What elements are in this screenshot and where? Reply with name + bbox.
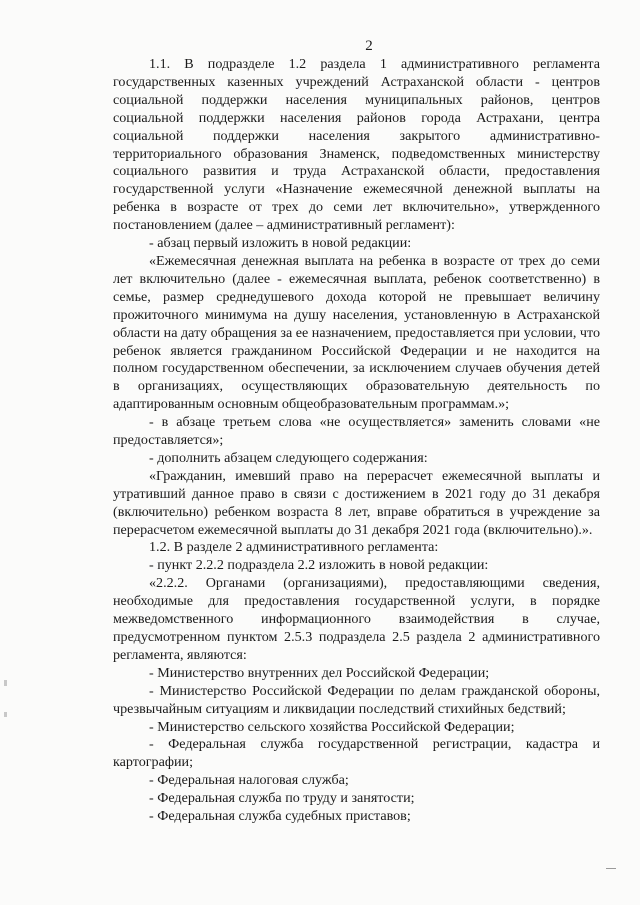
scan-margin-mark [4,712,7,717]
list-item-mchs: - Министерство Российской Федерации по делам гражданской обороны, чрезвычайным ситуациям и ликвидации последствий стихийных бедствий; [113,682,600,717]
paragraph-third-paragraph-instruction: - в абзаце третьем слова «не осуществляется» заменить словами «не предоставляется»; [113,414,600,449]
scan-margin-mark [4,680,7,686]
page-number: 2 [365,38,373,54]
paragraph-new-text-quote: «Ежемесячная денежная выплата на ребенка в возрасте от трех до семи лет включительно (далее - ежемесячная выплата, ребенок соответственно) в семье, размер среднедушевого дохода которой не превышает величину прожиточного минимума на душу населения, установленную в Астраханской области на дату обращения за ее назначением, предоставляется при условии, что ребенок является гражданином Российской Федерации и не находится на полном государственном обеспечении, за исключением случаев обучения детей в организациях, осуществляющих образовательную деятельность по адаптированным основным общеобразовательным программам.»; [113,252,600,413]
paragraph-first-paragraph-instruction: - абзац первый изложить в новой редакции: [149,235,412,252]
scan-corner-mark [606,868,616,869]
list-item-tax-service: - Федеральная налоговая служба; [149,772,349,789]
paragraph-point-2-2-2-instruction: - пункт 2.2.2 подраздела 2.2 изложить в новой редакции: [149,557,489,574]
document-body [113,56,600,826]
paragraph-recalculation-quote: «Гражданин, имевший право на перерасчет ежемесячной выплаты и утративший данное право в связи с достижением в 2021 году до 31 декабря (включительно) ребенком возраста 8 лет, вправе обратиться в учреждение за перерасчетом ежемесячной выплаты до 31 декабря 2021 года (включительно).». [113,467,600,538]
list-item-labor-service: - Федеральная служба по труду и занятости; [149,790,415,807]
list-item-mvd: - Министерство внутренних дел Российской Федерации; [149,664,490,681]
paragraph-2-2-2-quote: «2.2.2. Органами (организациями), предоставляющими сведения, необходимые для предоставления государственной услуги, в порядке межведомственного информационного взаимодействия в случае, предусмотренном пунктом 2.5.3 подраздела 2.5 раздела 2 административного регламента, являются: [113,575,600,663]
paragraph-1-1: 1.1. В подразделе 1.2 раздела 1 административного регламента государственных казенных учреждений Астраханской области - центров социальной поддержки населения муниципальных районов, центров социальной поддержки населения районов города Астрахани, центра социальной поддержки населения закрытого административно-территориального образования Знаменск, подведомственных министерству социального развития и труда Астраханской области, предоставления государственной услуги «Назначение ежемесячной денежной выплаты на ребенка в возрасте от трех до семи лет включительно», утвержденного постановлением (далее – административный регламент): [113,56,600,234]
list-item-bailiffs-service: - Федеральная служба судебных приставов; [149,808,411,825]
paragraph-1-2: 1.2. В разделе 2 административного регламента: [149,539,439,556]
list-item-rosreestr: - Федеральная служба государственной регистрации, кадастра и картографии; [113,736,600,771]
paragraph-add-paragraph-instruction: - дополнить абзацем следующего содержания: [149,449,428,466]
list-item-agriculture-ministry: - Министерство сельского хозяйства Российской Федерации; [149,718,515,735]
